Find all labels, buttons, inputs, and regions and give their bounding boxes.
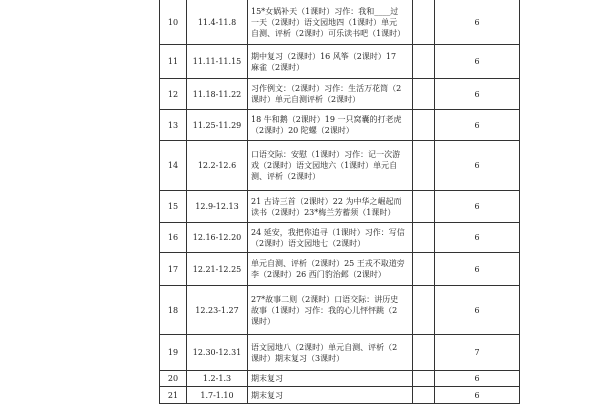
class-hours: 6 — [435, 191, 520, 223]
table-row — [160, 0, 520, 45]
table-row — [160, 371, 520, 387]
lesson-content — [248, 110, 413, 141]
content-line: 27*故事二则（2课时）口语交际：讲历史 — [251, 294, 399, 304]
date-range: 1.2-1.3 — [187, 371, 248, 387]
content-line: 期中复习（2课时）16 风筝（2课时）17 — [251, 51, 397, 61]
week-number: 21 — [160, 387, 187, 404]
table-row — [160, 253, 520, 286]
blank-cell — [413, 286, 435, 335]
blank-cell — [413, 79, 435, 110]
week-number: 11 — [160, 45, 187, 79]
content-line: （2课时）语文园地七（2课时） — [251, 238, 366, 248]
content-line: 期末复习 — [251, 374, 283, 383]
blank-cell — [413, 253, 435, 286]
table-row — [160, 286, 520, 335]
date-range: 12.30-12.31 — [187, 335, 248, 371]
week-number: 18 — [160, 286, 187, 335]
lesson-content — [248, 79, 413, 110]
table-row — [160, 141, 520, 191]
content-line: 课时） — [251, 316, 275, 326]
lesson-content — [248, 141, 413, 191]
content-line: 语文园地八（2课时）单元自测、评析（2 — [251, 342, 398, 352]
class-hours: 6 — [435, 253, 520, 286]
class-hours: 7 — [435, 335, 520, 371]
content-line: 课时）期末复习（3课时） — [251, 353, 345, 363]
class-hours: 6 — [435, 79, 520, 110]
content-line: 故事（1课时）习作：我的心儿怦怦跳（2 — [251, 305, 398, 315]
teaching-schedule-table — [159, 0, 520, 404]
lesson-content — [248, 45, 413, 79]
content-line: 期末复习 — [251, 390, 283, 400]
week-number: 10 — [160, 0, 187, 45]
content-line: 读书（2课时）23*梅兰芳蓄须（1课时） — [251, 207, 396, 217]
blank-cell — [413, 371, 435, 387]
lesson-content — [248, 223, 413, 253]
class-hours: 6 — [435, 45, 520, 79]
table-row — [160, 335, 520, 371]
content-line: 一天（2课时）语文园地四（1课时）单元 — [251, 17, 398, 27]
date-range: 11.18-11.22 — [187, 79, 248, 110]
lesson-content — [248, 0, 413, 45]
content-line: （2课时）20 陀螺（2课时） — [251, 126, 354, 135]
table-row — [160, 45, 520, 79]
content-line: 21 古诗三首（2课时）22 为中华之崛起而 — [251, 196, 402, 206]
content-line: 15*女娲补天（1课时）习作：我和____过 — [251, 6, 399, 16]
table-row — [160, 110, 520, 141]
content-line: 课时）单元自测评析（2课时） — [251, 95, 361, 104]
class-hours: 6 — [435, 387, 520, 404]
class-hours: 6 — [435, 141, 520, 191]
date-range: 12.21-12.25 — [187, 253, 248, 286]
lesson-content — [248, 191, 413, 223]
blank-cell — [413, 110, 435, 141]
week-number: 16 — [160, 223, 187, 253]
lesson-content — [248, 335, 413, 371]
lesson-content — [248, 371, 413, 387]
week-number: 15 — [160, 191, 187, 223]
date-range: 11.25-11.29 — [187, 110, 248, 141]
blank-cell — [413, 191, 435, 223]
content-line: 麻雀（2课时） — [251, 62, 305, 72]
date-range: 12.9-12.13 — [187, 191, 248, 223]
content-line: 自测、评析（2课时）可乐读书吧（1课时） — [251, 28, 406, 38]
date-range: 1.7-1.10 — [187, 387, 248, 404]
class-hours: 6 — [435, 223, 520, 253]
class-hours: 6 — [435, 371, 520, 387]
week-number: 14 — [160, 141, 187, 191]
lesson-content — [248, 253, 413, 286]
date-range: 11.4-11.8 — [187, 0, 248, 45]
table-row — [160, 223, 520, 253]
content-line: 戏（2课时）语文园地六（1课时）单元自 — [251, 161, 398, 170]
content-line: 李（2课时）26 西门豹治邺（2课时） — [251, 270, 386, 279]
table-row — [160, 387, 520, 404]
week-number: 17 — [160, 253, 187, 286]
blank-cell — [413, 387, 435, 404]
blank-cell — [413, 223, 435, 253]
lesson-content — [248, 286, 413, 335]
blank-cell — [413, 141, 435, 191]
week-number: 12 — [160, 79, 187, 110]
week-number: 19 — [160, 335, 187, 371]
week-number: 13 — [160, 110, 187, 141]
table-row — [160, 79, 520, 110]
content-line: 单元自测、评析（2课时）25 王戎不取道旁 — [251, 259, 405, 268]
table-row — [160, 191, 520, 223]
blank-cell — [413, 335, 435, 371]
date-range: 11.11-11.15 — [187, 45, 248, 79]
content-line: 口语交际：安慰（1课时）习作：记一次游 — [251, 150, 401, 159]
content-line: 习作例文：（2课时）习作：生活万花筒（2 — [251, 84, 402, 93]
blank-cell — [413, 45, 435, 79]
class-hours: 6 — [435, 110, 520, 141]
week-number: 20 — [160, 371, 187, 387]
blank-cell — [413, 0, 435, 45]
content-line: 测、评析（2课时） — [251, 172, 321, 181]
date-range: 12.16-12.20 — [187, 223, 248, 253]
date-range: 12.23-1.27 — [187, 286, 248, 335]
date-range: 12.2-12.6 — [187, 141, 248, 191]
class-hours: 6 — [435, 286, 520, 335]
lesson-content — [248, 387, 413, 404]
content-line: 18 牛和鹅（2课时）19 一只窝囊的打老虎 — [251, 115, 402, 124]
class-hours: 6 — [435, 0, 520, 45]
content-line: 24 延安，我把你追寻（1课时）习作：写信 — [251, 227, 405, 237]
